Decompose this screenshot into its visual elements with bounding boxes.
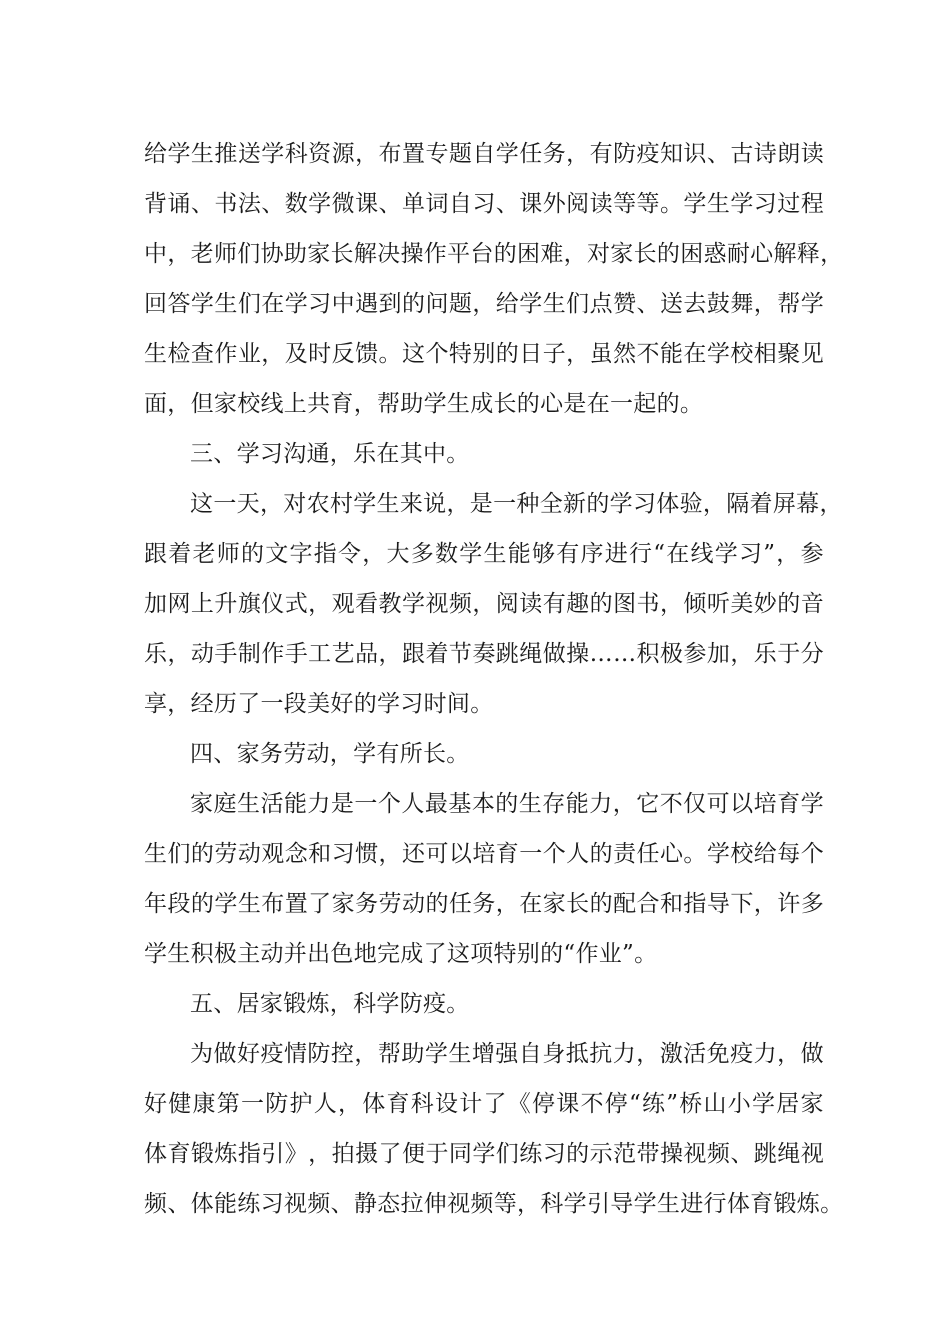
text-line: 体 育 锻 炼 指 引 》 ， 拍 摄 了 便 于 同 学 们 练 习 的 示 范 带 操 视 频 、 跳 绳 视 (144, 1141, 824, 1167)
text-line: 学生积极主动并出色地完成了这项特别的“作业”。 (144, 941, 658, 967)
text-line: 生 检 查 作 业 ， 及 时 反 馈 。 这 个 特 别 的 日 子 ， 虽 然 不 能 在 学 校 相 聚 见 (144, 341, 824, 367)
text-line: 好 健 康 第 一 防 护 人 ， 体 育 科 设 计 了 《 停 课 不 停 “ 练 ” 桥 山 小 学 居 家 (144, 1091, 824, 1117)
text-line: 跟 着 老 师 的 文 字 指 令 ， 大 多 数 学 生 能 够 有 序 进 行 “ 在 线 学 习 ” ， 参 (144, 541, 824, 567)
text-line: 乐 ， 动 手 制 作 手 工 艺 品 ， 跟 着 节 奏 跳 绳 做 操 … … 积 极 参 加 ， 乐 于 分 (144, 641, 824, 667)
text-line: 背 诵 、 书 法 、 数 学 微 课 、 单 词 自 习 、 课 外 阅 读 等 等 。 学 生 学 习 过 程 (144, 191, 824, 217)
text-line: 中 ， 老 师 们 协 助 家 长 解 决 操 作 平 台 的 困 难 ， 对 家 长 的 困 惑 耐 心 解 释 ， (144, 241, 844, 267)
text-line: 家 庭 生 活 能 力 是 一 个 人 最 基 本 的 生 存 能 力 ， 它 不 仅 可 以 培 育 学 (190, 791, 824, 817)
text-line: 加 网 上 升 旗 仪 式 ， 观 看 教 学 视 频 ， 阅 读 有 趣 的 图 书 ， 倾 听 美 妙 的 音 (144, 591, 824, 617)
text-line: 为 做 好 疫 情 防 控 ， 帮 助 学 生 增 强 自 身 抵 抗 力 ， 激 活 免 疫 力 ， 做 (190, 1041, 824, 1067)
text-line: 生 们 的 劳 动 观 念 和 习 惯 ， 还 可 以 培 育 一 个 人 的 责 任 心 。 学 校 给 每 个 (144, 841, 824, 867)
text-line: 年 段 的 学 生 布 置 了 家 务 劳 动 的 任 务 ， 在 家 长 的 配 合 和 指 导 下 ， 许 多 (144, 891, 824, 917)
text-line: 享，经历了一段美好的学习时间。 (144, 691, 494, 717)
text-line: 面，但家校线上共育，帮助学生成长的心是在一起的。 (144, 391, 704, 417)
text-line: 频 、 体 能 练 习 视 频 、 静 态 拉 伸 视 频 等 ， 科 学 引 导 学 生 进 行 体 育 锻 炼 。 (144, 1191, 844, 1217)
text-line: 这 一 天 ， 对 农 村 学 生 来 说 ， 是 一 种 全 新 的 学 习 体 验 ， 隔 着 屏 幕 ， (190, 491, 843, 517)
text-line: 给 学 生 推 送 学 科 资 源 ， 布 置 专 题 自 学 任 务 ， 有 防 疫 知 识 、 古 诗 朗 读 (144, 141, 824, 167)
text-line: 四、家务劳动，学有所长。 (190, 741, 470, 767)
document-body (144, 129, 844, 1229)
text-line: 五、居家锻炼，科学防疫。 (190, 991, 470, 1017)
text-line: 回 答 学 生 们 在 学 习 中 遇 到 的 问 题 ， 给 学 生 们 点 赞 、 送 去 鼓 舞 ， 帮 学 (144, 291, 824, 317)
text-line: 三、学习沟通，乐在其中。 (190, 441, 470, 467)
